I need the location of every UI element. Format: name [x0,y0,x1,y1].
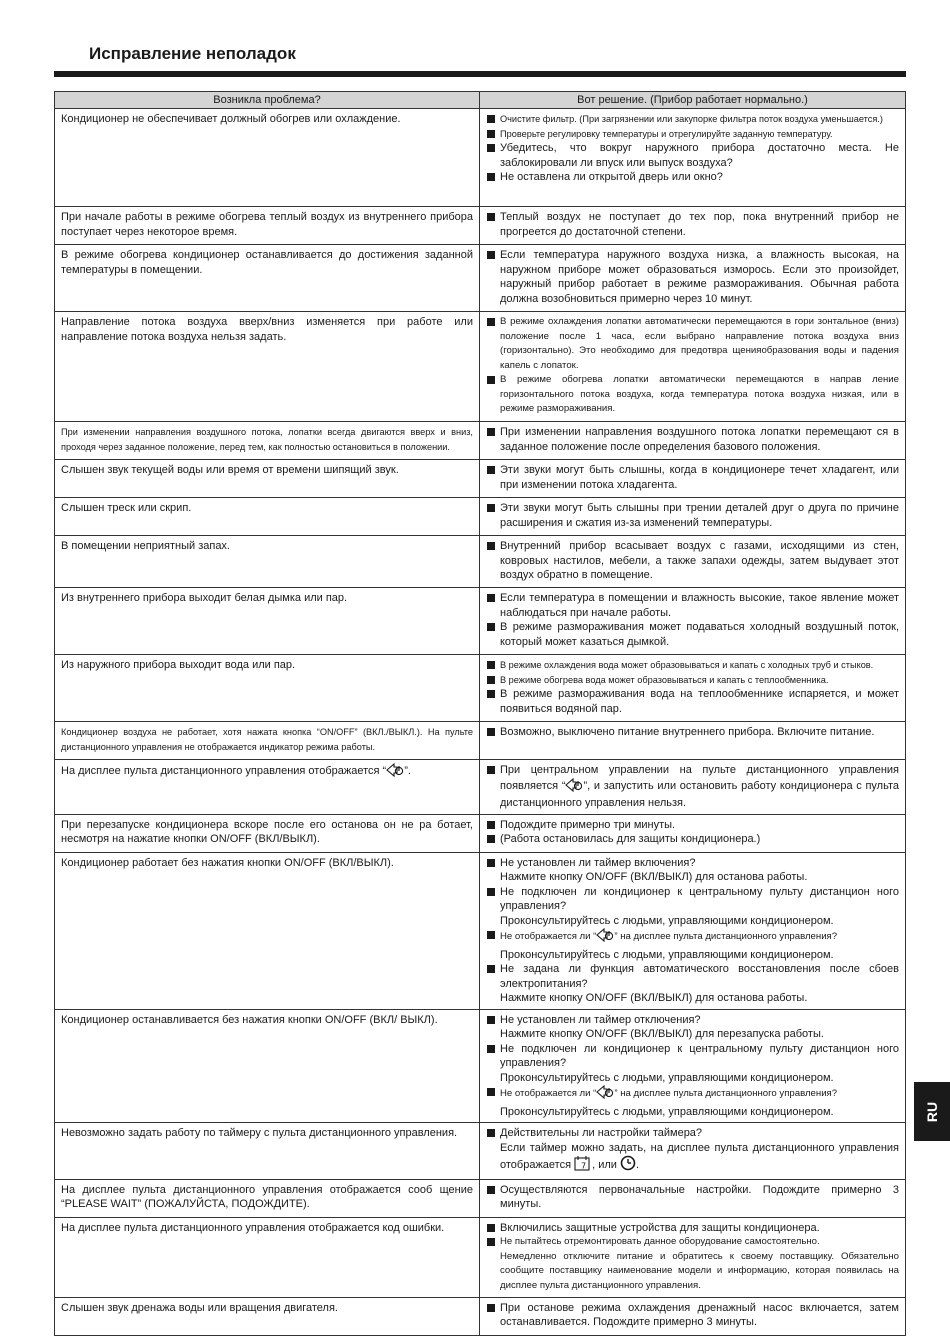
solution-cell [480,722,906,760]
solution-note: Нажмите кнопку ON/OFF (ВКЛ/ВЫКЛ) для останова работы. [500,992,808,1004]
table-row [55,722,906,760]
problem-cell: Направление потока воздуха вверх/вниз изменяется при работе или направление потока воздуха нельзя задать. [55,312,480,422]
problem-cell: Кондиционер работает без нажатия кнопки ON/OFF (ВКЛ/ВЫКЛ). [55,852,480,1009]
solution-item: При изменении направления воздушного потока лопатки перемещают ся в заданное положение после определения базового положения. [486,425,899,454]
solution-item [486,1085,899,1105]
table-header-row [55,92,906,109]
page-title: Исправление неполадок [89,44,296,63]
solution-cell [480,312,906,422]
problem-cell [55,760,480,815]
table-row [55,498,906,536]
solution-cell [480,536,906,588]
table-row [55,655,906,722]
solution-cell [480,814,906,852]
solution-text-end: ”, и запустить или остановить работу кондиционера с пульта дистанционного управления нельзя. [500,779,899,809]
table-row [55,1217,906,1297]
language-tab [914,1082,950,1141]
column-header-solution: Вот решение. (Прибор работает нормально.) [480,92,906,109]
solution-cell [480,1179,906,1217]
solution-item: Теплый воздух не поступает до тех пор, пока внутренний прибор не прогреется до достаточной степени. [486,210,899,239]
solution-item: В режиме размораживания вода на теплообменнике испаряется, и может появиться водяной пар. [486,687,899,716]
problem-cell: Слышен звук дренажа воды или вращения двигателя. [55,1297,480,1335]
table-row [55,814,906,852]
solution-cell [480,207,906,245]
solution-cell [480,588,906,655]
solution-note [486,1141,899,1176]
solution-item: Не оставлена ли открытой дверь или окно? [486,170,899,185]
solution-item: Не пытайтесь отремонтировать данное оборудование самостоятельно. [486,1235,899,1250]
solution-item [486,928,899,948]
table-row [55,1009,906,1123]
solution-item: В режиме обогрева вода может образовываться и капать с теплообменника. [486,673,899,688]
problem-cell: Кондиционер останавливается без нажатия кнопки ON/OFF (ВКЛ/ ВЫКЛ). [55,1009,480,1123]
solution-item: Не подключен ли кондиционер к центральному пульту дистанцион ного управления? [486,885,899,914]
solution-item: Осуществляются первоначальные настройки. Подождите примерно 3 минуты. [486,1183,899,1212]
solution-cell [480,1297,906,1335]
table-row [55,245,906,312]
solution-text-end: ” на дисплее пульта дистанционного управления? [614,931,838,942]
table-row [55,588,906,655]
solution-item: В режиме размораживания может подаваться холодный воздушный поток, который может казаться дымкой. [486,620,899,649]
solution-item: Эти звуки могут быть слышны при трении деталей друг о друга по причине расширения и сжатия из-за изменений температуры. [486,501,899,530]
solution-item: Не установлен ли таймер включения? [486,856,899,871]
solution-item: Подождите примерно три минуты. [486,818,899,833]
problem-cell: В режиме обогрева кондиционер останавливается до достижения заданной температуры в помещении. [55,245,480,312]
solution-text-end: ” на дисплее пульта дистанционного управления? [614,1088,838,1099]
solution-text-start: Если таймер можно задать, на дисплее пульта дистанционного управления отображается [500,1141,899,1171]
solution-cell [480,245,906,312]
problem-text-start: На дисплее пульта дистанционного управления отображается “ [61,765,387,777]
solution-note: Немедленно отключите питание и обратитесь к своему поставщику. Обязательно сообщите поставщику наименование модели и информацию, которая появилась на дисплее пульта дистанционного управления. [500,1250,899,1291]
table-row [55,207,906,245]
solution-note: Нажмите кнопку ON/OFF (ВКЛ/ВЫКЛ) для останова работы. [500,871,808,883]
troubleshooting-table [54,91,906,1336]
solution-item: В режиме обогрева лопатки автоматически перемещаются в направ ление горизонтального потока воздуха, когда температура потока воздуха низкая, или в режиме размораживания. [486,373,899,417]
problem-cell: Из внутреннего прибора выходит белая дымка или пар. [55,588,480,655]
table-row [55,1123,906,1180]
solution-note: Проконсультируйтесь с людьми, управляющими кондиционером. [500,914,834,927]
solution-item: Включились защитные устройства для защиты кондиционера. [486,1221,899,1236]
table-row [55,536,906,588]
svg-text:7: 7 [581,1161,587,1171]
solution-note: Нажмите кнопку ON/OFF (ВКЛ/ВЫКЛ) для перезапуска работы. [500,1028,824,1040]
problem-cell: Кондиционер воздуха не работает, хотя нажата кнопка “ON/OFF” (ВКЛ./ВЫКЛ.). На пульте дистанционного управления не отображается индикатор режима работы. [55,722,480,760]
column-header-problem: Возникла проблема? [55,92,480,109]
solution-cell [480,760,906,815]
table-row [55,109,906,207]
table-row [55,760,906,815]
solution-note: Проконсультируйтесь с людьми, управляющими кондиционером. [500,1071,834,1084]
solution-cell [480,498,906,536]
problem-cell: Слышен звук текущей воды или время от времени шипящий звук. [55,460,480,498]
solution-cell [480,422,906,460]
solution-cell [480,1217,906,1297]
problem-cell: При изменении направления воздушного потока, лопатки всегда двигаются вверх и вниз, проходя через заданное положение, перед тем, как полностью остановиться в положении. [55,422,480,460]
solution-item: Внутренний прибор всасывает воздух с газами, исходящими из стен, ковровых настилов, мебели, а также запахи одежды, затем выдувает этот воздух обратно в помещение. [486,539,899,583]
problem-text-end: ”. [404,765,411,777]
central-control-icon [596,1085,614,1105]
problem-cell: Невозможно задать работу по таймеру с пульта дистанционного управления. [55,1123,480,1180]
solution-cell [480,852,906,1009]
problem-cell: В помещении неприятный запах. [55,536,480,588]
weekly-timer-icon [574,1155,592,1176]
solution-item: Не задана ли функция автоматического восстановления после сбоев электропитания? [486,962,899,991]
solution-cell [480,1123,906,1180]
solution-note: Проконсультируйтесь с людьми, управляющими кондиционером. [500,948,834,961]
central-control-icon [565,778,583,797]
clock-icon [620,1155,636,1176]
solution-item: Проверьте регулировку температуры и отрегулируйте заданную температуру. [486,127,899,142]
table-row [55,422,906,460]
problem-cell: Слышен треск или скрип. [55,498,480,536]
problem-cell: При начале работы в режиме обогрева теплый воздух из внутреннего прибора поступает через некоторое время. [55,207,480,245]
table-row [55,1179,906,1217]
problem-cell: Кондиционер не обеспечивает должный обогрев или охлаждение. [55,109,480,207]
problem-cell: На дисплее пульта дистанционного управления отображается сооб щение “PLEASE WAIT” (ПОЖАЛУЙСТА, ПОДОЖДИТЕ). [55,1179,480,1217]
solution-item: Если температура в помещении и влажность высокие, такое явление может наблюдаться при начале работы. [486,591,899,620]
solution-text-middle: , или [592,1159,617,1171]
solution-item: Возможно, выключено питание внутреннего прибора. Включите питание. [486,725,899,740]
solution-text-start: При центральном управлении на пульте дистанционного управления появляется “ [500,764,899,792]
solution-item: Если температура наружного воздуха низка, а влажность высокая, на наружном приборе может образоваться изморось. Если это произойдет, наружный прибор работает в режиме размораживания. Обычная работа должна возобновиться примерно через 10 минут. [486,248,899,306]
central-control-icon [596,928,614,948]
solution-item: Не установлен ли таймер отключения? [486,1013,899,1028]
table-row [55,312,906,422]
title-divider [54,71,906,77]
solution-item: Не подключен ли кондиционер к центральному пульту дистанцион ного управления? [486,1042,899,1071]
table-row [55,460,906,498]
solution-item: Убедитесь, что вокруг наружного прибора достаточно места. Не заблокировали ли впуск или выпуск воздуха? [486,141,899,170]
central-control-icon [386,763,404,782]
language-tab-label: RU [923,1101,940,1122]
solution-note: Проконсультируйтесь с людьми, управляющими кондиционером. [500,1105,834,1118]
solution-text-end: . [636,1159,640,1171]
solution-cell [480,460,906,498]
problem-cell: При перезапуске кондиционера вскоре после его останова он не ра ботает, несмотря на нажатие кнопки ON/OFF (ВКЛ/ВЫКЛ). [55,814,480,852]
solution-text-start: Не отображается ли “ [500,931,597,942]
solution-item: При останове режима охлаждения дренажный насос включается, затем останавливается. Подождите примерно 3 минуты. [486,1301,899,1330]
solution-item: В режиме охлаждения вода может образовываться и капать с холодных труб и стыков. [486,658,899,673]
solution-item: Очистите фильтр. (При загрязнении или закупорке фильтра поток воздуха уменьшается.) [486,112,899,127]
solution-cell [480,109,906,207]
solution-cell [480,655,906,722]
solution-item: Эти звуки могут быть слышны, когда в кондиционере течет хладагент, или при изменении потока хладагента. [486,463,899,492]
solution-cell [480,1009,906,1123]
table-row [55,852,906,1009]
table-row [55,1297,906,1335]
solution-note: (Работа остановилась для защиты кондиционера.) [486,832,899,847]
problem-cell: На дисплее пульта дистанционного управления отображается код ошибки. [55,1217,480,1297]
solution-item: Действительны ли настройки таймера? [486,1126,899,1141]
solution-text-start: Не отображается ли “ [500,1088,597,1099]
solution-item [486,763,899,811]
problem-cell: Из наружного прибора выходит вода или пар. [55,655,480,722]
solution-item: В режиме охлаждения лопатки автоматически перемещаются в гори зонтальное (вниз) положение после 1 часа, если выбрано направление потока воздуха вниз (горизонтально). Это необходимо для предотвра щенияобразования воды и падения капель с лопаток. [486,315,899,373]
